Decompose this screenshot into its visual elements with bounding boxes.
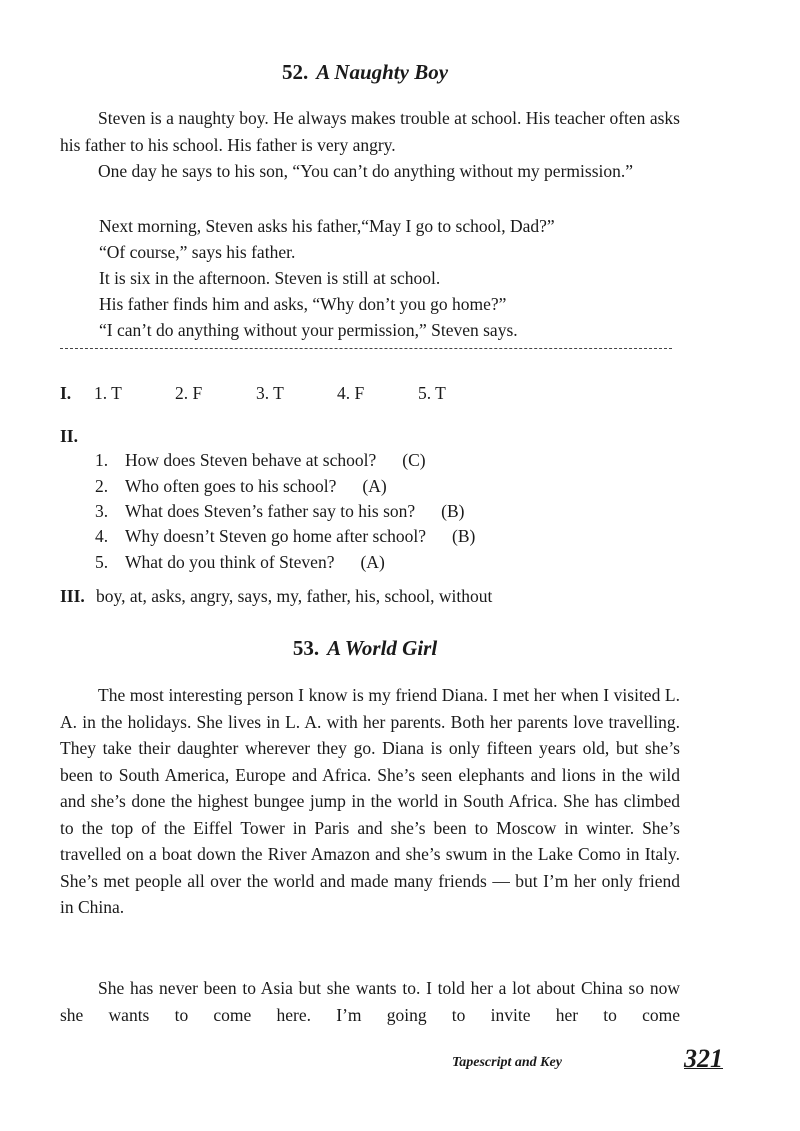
- question-item: 2. Who often goes to his school? (A): [95, 476, 387, 496]
- tf-answer: 2. F: [175, 383, 203, 403]
- key-section-3: [60, 586, 492, 607]
- story2-paragraph-1: The most interesting person I know is my friend Diana. I met her when I visited L. A. in the holidays. She lives in L. A. with her parents. Both her parents love travelling. They take their daughter wherever they go. Diana is only fifteen years old, but she’s been to South America, Europe and Africa. She’s seen elephants and lions in the wild and she’s done the highest bungee jump in the world in South Africa. She has climbed to the top of the Eiffel Tower in Paris and she’s been to Moscow in winter. She’s travelled on a boat down the River Amazon and she’s swum in the Lake Como in Italy. She’s met people all over the world and made many friends — but I’m her only friend in China.: [60, 685, 680, 917]
- dashed-divider: [60, 348, 672, 349]
- story1-line: It is six in the afternoon. Steven is still at school.: [99, 268, 441, 288]
- story1-line: “I can’t do anything without your permission,” Steven says.: [99, 320, 518, 340]
- story1-name: A Naughty Boy: [316, 60, 449, 84]
- section-2-label: II.: [60, 426, 78, 446]
- section-3-label: III.: [60, 586, 85, 606]
- story1-line: His father finds him and asks, “Why don’t you go home?”: [99, 294, 507, 314]
- story1-line: “Of course,” says his father.: [99, 242, 296, 262]
- section-1-label: I.: [60, 383, 72, 403]
- story2-number: 53.: [292, 636, 320, 660]
- footer-section-label: Tapescript and Key: [452, 1055, 562, 1070]
- page-number: 321: [684, 1044, 723, 1073]
- story2-title: [0, 636, 730, 661]
- key-section-1: [60, 383, 499, 404]
- story1-paragraph-2: One day he says to his son, “You can’t do anything without my permission.”: [98, 161, 634, 181]
- question-item: 1. How does Steven behave at school? (C): [95, 450, 426, 470]
- story2-paragraph-2: She has never been to Asia but she wants to. I told her a lot about China so now she wants to come here. I’m going to invite her to come: [60, 978, 680, 1025]
- tf-answer: 4. F: [337, 383, 365, 403]
- story1-number: 52.: [281, 60, 309, 84]
- question-item: 4. Why doesn’t Steven go home after school? (B): [95, 526, 476, 546]
- story2-name: A World Girl: [327, 636, 438, 660]
- tf-answer: 3. T: [256, 383, 284, 403]
- tf-answer: 1. T: [94, 383, 122, 403]
- question-item: 3. What does Steven’s father say to his son? (B): [95, 501, 465, 521]
- word-list: boy, at, asks, angry, says, my, father, his, school, without: [96, 586, 493, 606]
- story1-title: [0, 60, 730, 85]
- story1-line: Next morning, Steven asks his father,“May I go to school, Dad?”: [99, 216, 555, 236]
- story1-paragraph-1: Steven is a naughty boy. He always makes trouble at school. His teacher often asks his father to his school. His father is very angry.: [60, 108, 680, 155]
- tf-answer: 5. T: [418, 383, 446, 403]
- question-item: 5. What do you think of Steven? (A): [95, 552, 385, 572]
